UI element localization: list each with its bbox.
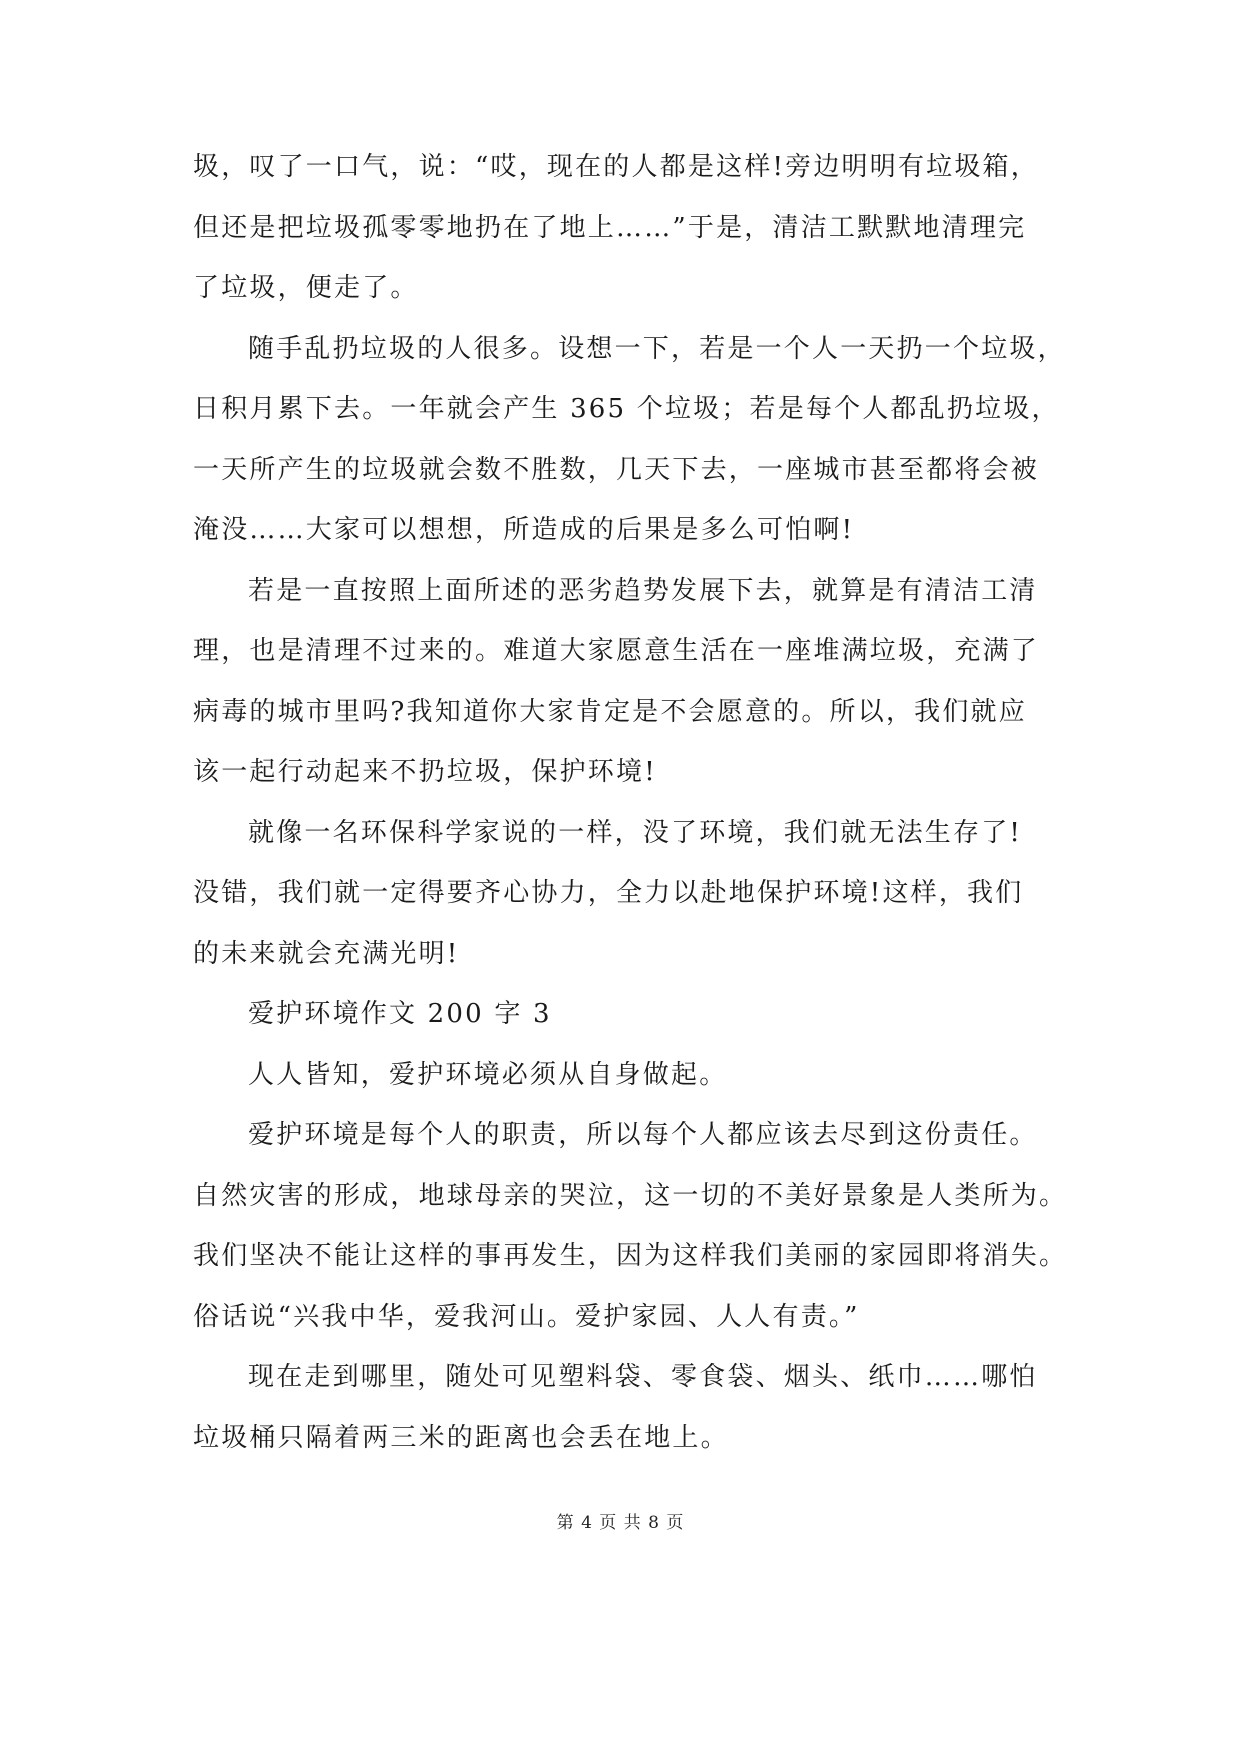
body-text-line: 了垃圾，便走了。 [193,273,419,303]
section-heading: 爱护环境作文 200 字 3 [248,999,552,1029]
body-text-line: 但还是把垃圾孤零零地扔在了地上……”于是，清洁工默默地清理完 [193,212,1027,243]
body-text-line: 一天所产生的垃圾就会数不胜数，几天下去，一座城市甚至都将会被 [193,454,1040,485]
body-text-line: 爱护环境是每个人的职责，所以每个人都应该去尽到这份责任。 [248,1120,1038,1150]
body-text-line: 的未来就会充满光明! [193,938,460,969]
body-text-line: 随手乱扔垃圾的人很多。设想一下，若是一个人一天扔一个垃圾， [248,333,1066,364]
body-text-line: 淹没……大家可以想想，所造成的后果是多么可怕啊! [193,515,855,545]
body-text-line: 日积月累下去。一年就会产生 365 个垃圾；若是每个人都乱扔垃圾， [193,394,1060,424]
body-text-line: 病毒的城市里吗?我知道你大家肯定是不会愿意的。所以，我们就应 [193,696,1027,727]
body-text-line: 俗话说“兴我中华，爱我河山。爱护家园、人人有责。” [193,1301,860,1332]
body-text-line: 自然灾害的形成，地球母亲的哭泣，这一切的不美好景象是人类所为。 [193,1180,1068,1211]
body-text-line: 没错，我们就一定得要齐心协力，全力以赴地保护环境!这样，我们 [193,878,1024,908]
body-text-line: 该一起行动起来不扔垃圾，保护环境! [193,757,657,787]
body-text-line: 若是一直按照上面所述的恶劣趋势发展下去，就算是有清洁工清 [248,575,1038,606]
body-text-line: 人人皆知，爱护环境必须从自身做起。 [248,1059,728,1090]
body-text-line: 理，也是清理不过来的。难道大家愿意生活在一座堆满垃圾，充满了 [193,636,1040,666]
page-number: 第 4 页 共 8 页 [556,1513,685,1533]
body-text-line: 我们坚决不能让这样的事再发生，因为这样我们美丽的家园即将消失。 [193,1241,1068,1271]
body-text-line: 圾，叹了一口气，说：“哎，现在的人都是这样!旁边明明有垃圾箱， [193,152,1039,182]
body-text-line: 就像一名环保科学家说的一样，没了环境，我们就无法生存了! [248,817,1023,848]
body-text-line: 垃圾桶只隔着两三米的距离也会丢在地上。 [193,1422,729,1453]
body-text-line: 现在走到哪里，随处可见塑料袋、零食袋、烟头、纸巾……哪怕 [248,1362,1038,1392]
